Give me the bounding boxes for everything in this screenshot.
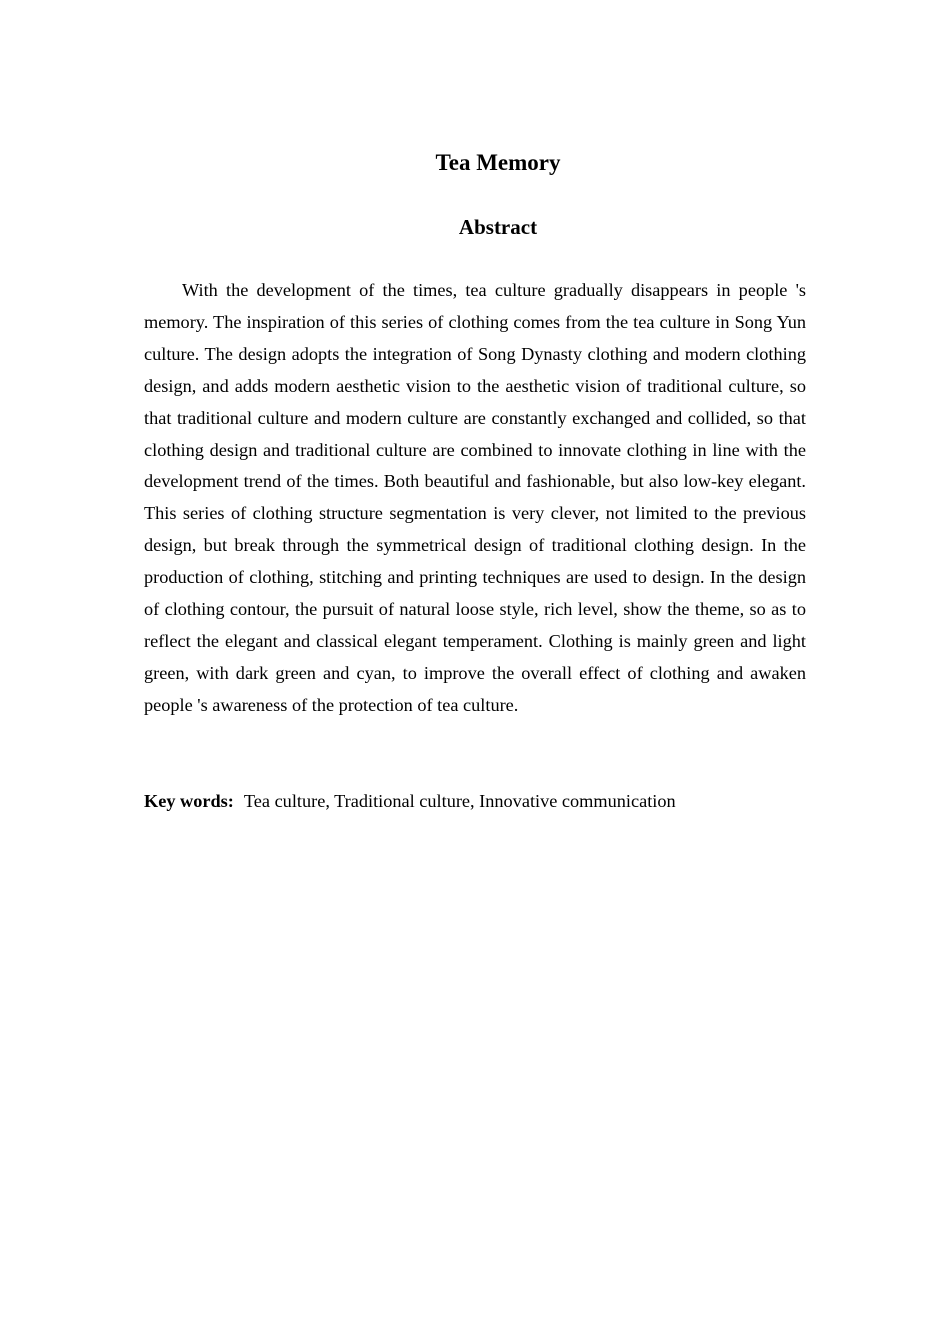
keywords-label: Key words: [144, 791, 234, 811]
document-title: Tea Memory [435, 150, 561, 175]
keywords-value: Tea culture, Traditional culture, Innovative communication [243, 791, 676, 811]
keywords-line [144, 786, 806, 818]
abstract-heading: Abstract [458, 215, 538, 239]
abstract-paragraph: With the development of the times, tea culture gradually disappears in people 's memory. The inspiration of this series of clothing comes from the tea culture in Song Yun culture. The design adopts the integration of Song Dynasty clothing and modern clothing design, and adds modern aesthetic vision to the aesthetic vision of traditional culture, so that traditional culture and modern culture are constantly exchanged and collided, so that clothing design and traditional culture are combined to innovate clothing in line with the development trend of the times. Both beautiful and fashionable, but also low-key elegant. This series of clothing structure segmentation is very clever, not limited to the previous design, but break through the symmetrical design of traditional clothing design. In the production of clothing, stitching and printing techniques are used to design. In the design of clothing contour, the pursuit of natural loose style, rich level, show the theme, so as to reflect the elegant and classical elegant temperament. Clothing is mainly green and light green, with dark green and cyan, to improve the overall effect of clothing and awaken people 's awareness of the protection of tea culture. [144, 280, 806, 715]
